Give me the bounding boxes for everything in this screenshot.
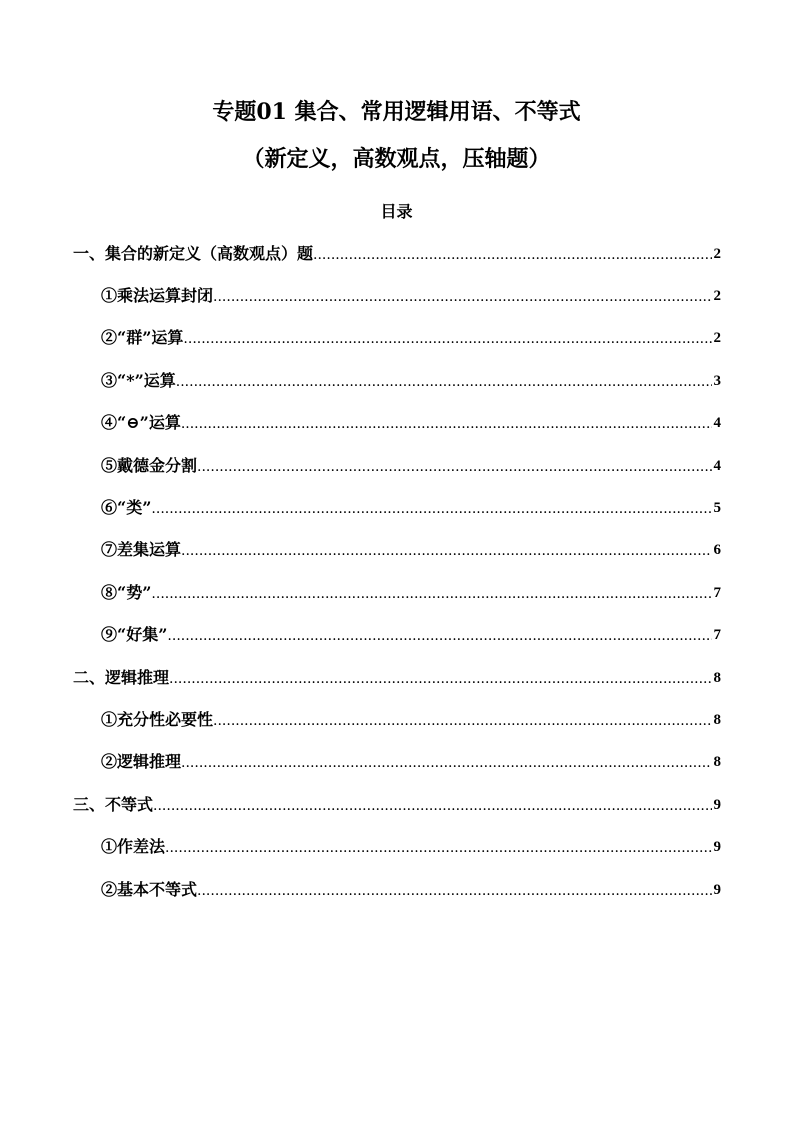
toc-page-number: 9 bbox=[713, 797, 721, 813]
toc-entry-label: ①充分性必要性 bbox=[101, 710, 214, 729]
toc-page-number: 4 bbox=[713, 415, 721, 431]
toc-subitem[interactable] bbox=[101, 497, 721, 519]
toc-dot-leader bbox=[181, 412, 712, 434]
toc-subitem[interactable] bbox=[101, 370, 721, 392]
toc-entry-label: ④“⊖”运算 bbox=[101, 413, 181, 432]
toc-subitem[interactable] bbox=[101, 285, 721, 307]
toc-entry-label: ①乘法运算封闭 bbox=[101, 286, 214, 305]
toc-dot-leader bbox=[197, 879, 711, 901]
toc-page-number: 8 bbox=[713, 712, 721, 728]
toc-page-number: 7 bbox=[713, 627, 721, 643]
toc-heading: 目录 bbox=[380, 202, 413, 221]
toc-dot-leader bbox=[153, 794, 711, 816]
toc-page-number: 2 bbox=[713, 330, 721, 346]
toc-dot-leader bbox=[181, 539, 711, 561]
toc-subitem[interactable] bbox=[101, 624, 721, 646]
toc-entry-label: ①作差法 bbox=[101, 837, 166, 856]
toc-entry-label: ②基本不等式 bbox=[101, 880, 198, 899]
toc-dot-leader bbox=[213, 709, 711, 731]
toc-section-2[interactable] bbox=[73, 667, 721, 689]
toc-dot-leader bbox=[151, 582, 711, 604]
toc-entry-label: 三、不等式 bbox=[73, 795, 154, 814]
toc-entry-label: 一、集合的新定义（高数观点）题 bbox=[73, 244, 314, 263]
toc-subitem[interactable] bbox=[101, 709, 721, 731]
toc-subitem[interactable] bbox=[101, 539, 721, 561]
toc-page-number: 7 bbox=[713, 585, 721, 601]
toc-entry-label: 二、逻辑推理 bbox=[73, 668, 170, 687]
toc-page-number: 5 bbox=[713, 500, 721, 516]
toc-section-3[interactable] bbox=[73, 794, 721, 816]
toc-subitem[interactable] bbox=[101, 879, 721, 901]
toc-dot-leader bbox=[165, 836, 711, 858]
toc-page-number: 8 bbox=[713, 754, 721, 770]
toc-subitem[interactable] bbox=[101, 751, 721, 773]
toc-subitem[interactable] bbox=[101, 327, 721, 349]
toc-entry-label: ⑥“类” bbox=[101, 498, 152, 517]
toc-entry-label: ⑤戴德金分割 bbox=[101, 456, 198, 475]
toc-dot-leader bbox=[213, 285, 711, 307]
toc-dot-leader bbox=[167, 624, 711, 646]
toc-entry-label: ②“群”运算 bbox=[101, 328, 184, 347]
toc-page-number: 9 bbox=[713, 882, 721, 898]
toc-subitem[interactable] bbox=[101, 836, 721, 858]
toc-subitem[interactable] bbox=[101, 412, 721, 434]
toc-page-number: 8 bbox=[713, 670, 721, 686]
toc-entry-label: ③“*”运算 bbox=[101, 371, 176, 390]
toc-entry-label: ⑧“势” bbox=[101, 583, 152, 602]
toc-page-number: 4 bbox=[713, 458, 721, 474]
toc-page-number: 9 bbox=[713, 839, 721, 855]
toc-page-number: 2 bbox=[713, 288, 721, 304]
toc-entry-label: ⑦差集运算 bbox=[101, 540, 182, 559]
toc-entry-label: ⑨“好集” bbox=[101, 625, 168, 644]
toc-page-number: 3 bbox=[713, 373, 721, 389]
toc-dot-leader bbox=[183, 327, 711, 349]
document-subtitle: （新定义，高数观点，压轴题） bbox=[242, 146, 551, 172]
toc-dot-leader bbox=[151, 497, 711, 519]
toc-page-number: 2 bbox=[713, 246, 721, 262]
toc-dot-leader bbox=[181, 751, 711, 773]
toc-dot-leader bbox=[169, 667, 711, 689]
toc-dot-leader bbox=[313, 243, 711, 265]
toc-subitem[interactable] bbox=[101, 582, 721, 604]
toc-section-1[interactable] bbox=[73, 243, 721, 265]
toc-subitem[interactable] bbox=[101, 455, 721, 477]
toc-dot-leader bbox=[176, 370, 712, 392]
toc-page-number: 6 bbox=[713, 542, 721, 558]
toc-dot-leader bbox=[197, 455, 711, 477]
document-title: 专题01 集合、常用逻辑用语、不等式 bbox=[212, 99, 581, 125]
toc-entry-label: ②逻辑推理 bbox=[101, 752, 182, 771]
